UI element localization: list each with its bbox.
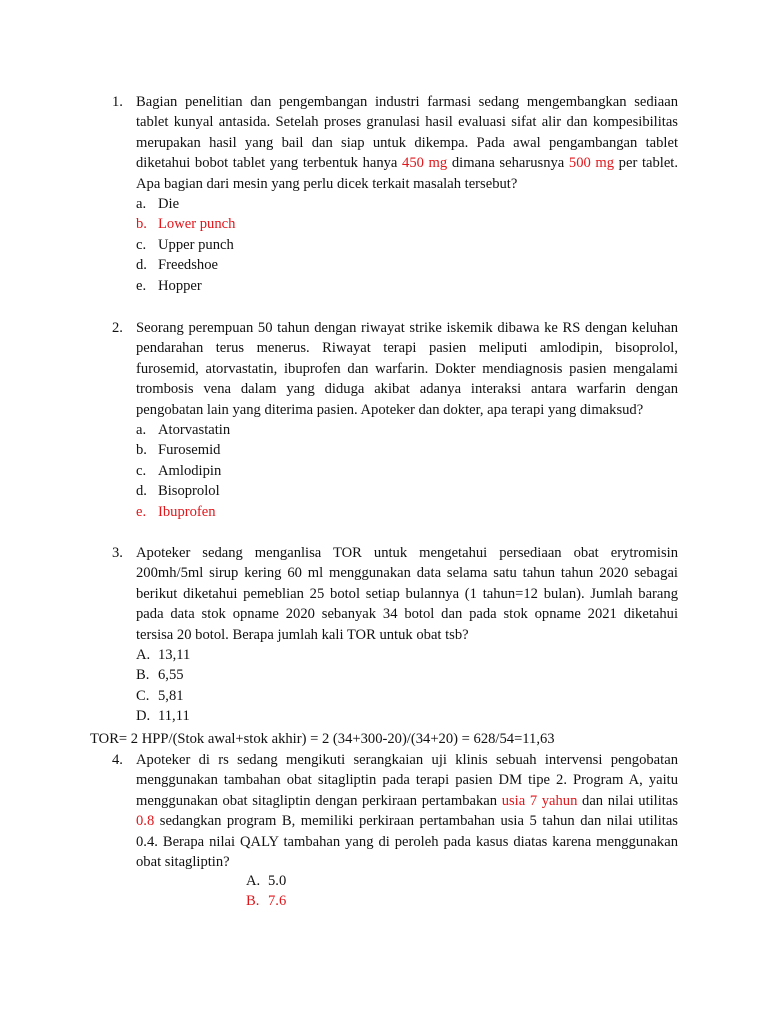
option-a: [246, 871, 286, 891]
text-run: 0.4. Berapa nilai QALY tambahan yang di peroleh pada kasus diatas karena menggunakan: [136, 833, 678, 850]
text-line: [136, 379, 678, 399]
text-line: [136, 543, 678, 563]
option-text: Hopper: [158, 277, 202, 294]
text-run: merupakan hasil yang bail dan siap untuk dikempa. Pada awal pengambangan tablet: [136, 134, 678, 151]
option-letter: e.: [136, 503, 147, 520]
question-3: [112, 543, 678, 727]
option-letter: c.: [136, 236, 147, 253]
question-2: [112, 318, 678, 522]
question-number: 3.: [112, 545, 123, 561]
option-text: Furosemid: [158, 442, 221, 459]
options-list: [112, 645, 678, 727]
text-line: [136, 584, 678, 604]
text-run: per tablet.: [614, 155, 679, 172]
option-c: [112, 235, 678, 255]
option-letter: A.: [136, 647, 151, 664]
option-text: 5,81: [158, 687, 184, 704]
option-e-answer: [112, 502, 678, 522]
question-text: [136, 543, 678, 645]
option-d: [112, 706, 678, 726]
text-run: dan nilai utilitas: [577, 792, 678, 809]
highlighted-value: 0.8: [136, 813, 155, 830]
options-list: [112, 420, 678, 522]
question-4-options-list: [246, 871, 286, 912]
tor-formula: TOR= 2 HPP/(Stok awal+stok akhir) = 2 (34+300-20)/(34+20) = 628/54=11,63: [90, 731, 555, 747]
option-b-answer: [112, 214, 678, 234]
option-letter: b.: [136, 216, 147, 233]
text-line: [136, 318, 678, 338]
highlighted-value: usia 7 yahun: [501, 792, 578, 809]
option-letter: A.: [246, 873, 261, 889]
text-line: [136, 174, 678, 194]
option-letter: a.: [136, 422, 147, 439]
text-run: tersisa 20 botol. Berapa jumlah kali TOR untuk obat tsb?: [136, 626, 469, 643]
option-letter: a.: [136, 196, 147, 213]
option-text: Freedshoe: [158, 257, 218, 274]
option-letter: C.: [136, 687, 150, 704]
question-1: [112, 92, 678, 296]
text-run: dimana seharusnya: [447, 155, 569, 172]
option-text: Atorvastatin: [158, 422, 231, 439]
question-4: [112, 750, 678, 872]
text-run: pada data stok opname 2020 sebanyak 34 botol dan pada stok opname 2021 diketahui: [136, 606, 678, 623]
text-line: [136, 92, 678, 112]
text-run: Bagian penelitian dan pengembangan industri farmasi sedang mengembangkan sediaan: [136, 94, 678, 110]
text-run: furosemid, atorvastatin, ibuprofen dan warfarin. Dokter mendiagnosis pasien mengalami: [136, 360, 678, 377]
text-run: pengobatan lain yang diterima pasien. Apoteker dan dokter, apa terapi yang dimaksud?: [136, 401, 644, 418]
option-text: Amlodipin: [158, 462, 222, 479]
text-line: [136, 811, 678, 831]
text-line: [136, 852, 678, 872]
option-letter: d.: [136, 257, 147, 274]
option-text: 7.6: [268, 893, 287, 910]
text-line: [136, 338, 678, 358]
question-text: [136, 318, 678, 420]
option-text: Upper punch: [158, 236, 234, 253]
text-run: Apa bagian dari mesin yang perlu dicek terkait masalah tersebut?: [136, 175, 518, 192]
option-text: 13,11: [158, 647, 191, 664]
option-d: [112, 255, 678, 275]
text-line: [136, 832, 678, 852]
text-run: trombosis vena dalam yang diduga akibat adanya interaksi antara warfarin dengan: [136, 381, 678, 398]
text-line: [136, 791, 678, 811]
option-text: Lower punch: [158, 216, 236, 233]
highlighted-value: 500 mg: [568, 155, 615, 172]
question-text: [136, 750, 678, 872]
highlighted-value: 450 mg: [402, 155, 448, 172]
option-c: [112, 686, 678, 706]
text-line: [136, 112, 678, 132]
option-letter: b.: [136, 442, 147, 459]
option-text: Ibuprofen: [158, 503, 216, 520]
option-b: [112, 665, 678, 685]
question-number: 2.: [112, 320, 123, 336]
option-a: [112, 645, 678, 665]
text-line: [136, 400, 678, 420]
text-line: [136, 750, 678, 770]
option-letter: D.: [136, 708, 151, 725]
option-letter: c.: [136, 462, 147, 479]
text-run: obat sitagliptin?: [136, 854, 230, 871]
option-b-answer: [246, 891, 286, 911]
question-text: [136, 92, 678, 194]
option-letter: e.: [136, 277, 147, 294]
text-line: [136, 563, 678, 583]
text-run: menggunakan obat sitagliptin dengan perkiraan pertambakan: [136, 792, 502, 809]
question-number: 1.: [112, 94, 123, 110]
text-line: [136, 770, 678, 790]
option-letter: B.: [246, 893, 260, 910]
text-run: Seorang perempuan 50 tahun dengan riwayat strike iskemik dibawa ke RS dengan keluhan: [136, 320, 678, 336]
text-run: tablet kunyal antasida. Setelah proses granulasi hasil evaluasi sifat alir dan kompesibilitas: [136, 114, 678, 131]
text-line: [136, 133, 678, 153]
text-run: Apoteker di rs sedang mengikuti serangkaian uji klinis sebuah intervensi pengobatan: [136, 752, 678, 768]
text-run: Apoteker sedang menganlisa TOR untuk mengetahui persediaan obat erytromisin: [136, 545, 678, 561]
option-letter: B.: [136, 667, 150, 684]
option-b: [112, 440, 678, 460]
option-c: [112, 461, 678, 481]
question-number: 4.: [112, 752, 123, 768]
option-text: Die: [158, 196, 180, 213]
option-text: 5.0: [268, 873, 287, 889]
option-text: 11,11: [158, 708, 190, 725]
text-run: pendarahan terus menerus. Riwayat terapi pasien meliputi amlodipin, bisoprolol,: [136, 340, 678, 357]
option-letter: d.: [136, 483, 147, 500]
options-list: [112, 194, 678, 296]
text-run: 200mh/5ml sirup kering 60 ml menggunakan data selama satu tahun tahun 2020 sebagai: [136, 565, 678, 582]
text-line: [136, 604, 678, 624]
text-line: [136, 625, 678, 645]
option-text: 6,55: [158, 667, 184, 684]
option-a: [112, 194, 678, 214]
text-line: [136, 359, 678, 379]
option-text: Bisoprolol: [158, 483, 220, 500]
text-run: diketahui bobot tablet yang terbentuk hanya: [136, 155, 403, 172]
option-a: [112, 420, 678, 440]
text-run: berikut diketahui pemeblian 25 botol setiap bulannya (1 tahun=12 bulan). Jumlah barang: [136, 585, 678, 602]
text-run: menggunakan tambahan obat sitagliptin pada terapi pasien DM tipe 2. Program A, yaitu: [136, 772, 678, 789]
option-e: [112, 276, 678, 296]
option-d: [112, 481, 678, 501]
text-line: [136, 153, 678, 173]
text-run: sedangkan program B, memiliki perkiraan pertambahan usia 5 tahun dan nilai utilitas: [154, 813, 678, 830]
